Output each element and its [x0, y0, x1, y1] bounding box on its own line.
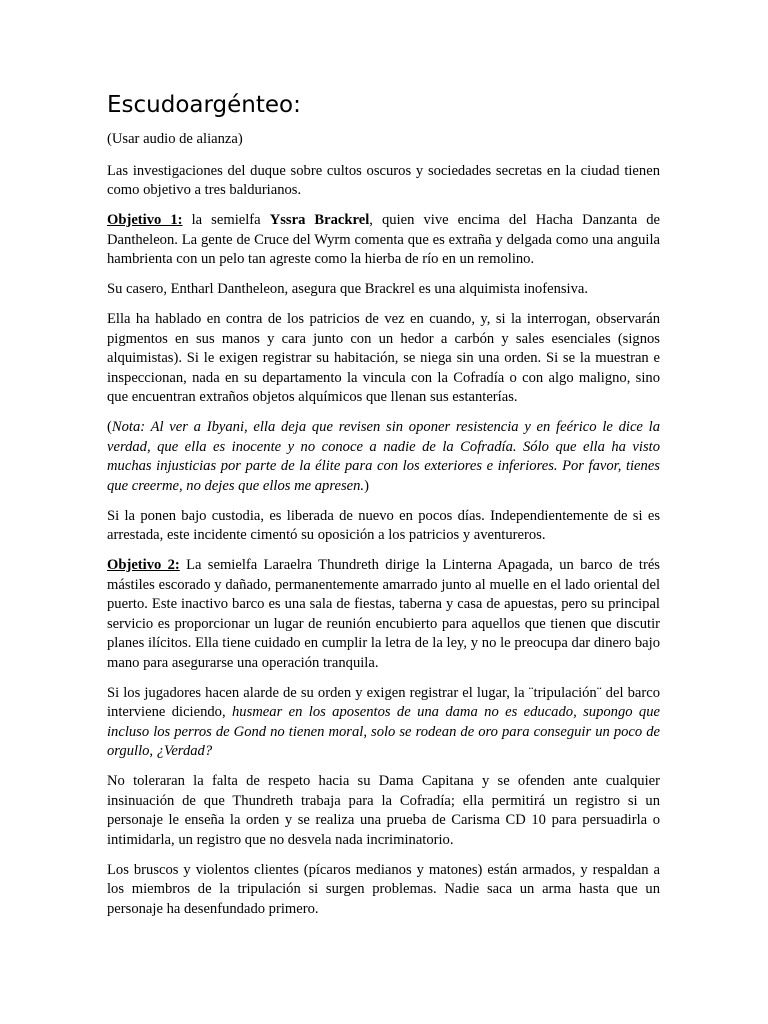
objective-1-name: Yssra Brackrel — [269, 212, 370, 228]
objective-1-label: Objetivo 1: — [107, 212, 183, 228]
ibyani-note-paragraph — [107, 418, 660, 496]
objective-2-text: La semielfa Laraelra Thundreth dirige la Linterna Apagada, un barco de trés mástiles escorado y dañado, permanentemente amarrado junto al muelle en el lado oriental del puerto. Este inactivo barco es una sala de fiestas, taberna y casa de apuestas, pero su principal servicio es proporcionar un lugar de reunión encubierto para aquellos que tienen que discutir planes ilícitos. Ella tiene cuidado en cumplir la letra de la ley, y no le preocupa dar dinero bajo mano para asegurarse una operación tranquila. — [107, 557, 660, 671]
brackrel-paragraph: Ella ha hablado en contra de los patricios de vez en cuando, y, si la interrogan, observarán pigmentos en sus manos y cara junto con un hedor a carbón y sales esenciales (signos alquimistas). Si le exigen registrar su habitación, se niega sin una orden. Si se la muestran e inspeccionan, nada en su departamento la vincula con la Cofradía o con algo maligno, sino que encuentran extraños objetos alquímicos que llenan sus estanterías. — [107, 311, 660, 405]
players-pre: Si los jugadores hacen alarde de su orden y exigen registrar el lugar, la ¨tripulación¨ del barco interviene diciendo, — [107, 684, 660, 720]
note-close: ) — [364, 477, 369, 494]
landlord-paragraph: Su casero, Entharl Dantheleon, asegura que Brackrel es una alquimista inofensiva. — [107, 281, 589, 297]
respect-paragraph: No toleraran la falta de respeto hacia su Dama Capitana y se ofenden ante cualquier insinuación de que Thundreth trabaja para la Cofradía; ella permitirá un registro si un personaje le enseña la orden y se realiza una prueba de Carisma CD 10 para persuadirla o intimidarla, un registro que no desvela nada incriminatorio. — [107, 773, 660, 848]
note-open: ( — [107, 419, 112, 435]
intro-paragraph: Las investigaciones del duque sobre cultos oscuros y sociedades secretas en la ciudad tienen como objetivo a tres baldurianos. — [107, 162, 660, 198]
objective-2-label: Objetivo 2: — [107, 557, 180, 573]
objective-2-paragraph — [107, 556, 660, 673]
objective-1-post: , quien vive encima del Hacha Danzanta de Dantheleon. La gente de Cruce del Wyrm comenta que es extraña y delgada como una anguila hambrienta con un pelo tan agreste como la hierba de río en un remolino. — [107, 212, 661, 267]
objective-1-paragraph — [107, 211, 660, 270]
document-title: Escudoargénteo: — [107, 92, 301, 118]
objective-1-pre: la semielfa — [182, 212, 270, 228]
document-body — [107, 130, 660, 930]
note-text: Nota: Al ver a Ibyani, ella deja que revisen sin oponer resistencia y en feérico le dice la verdad, que ella es inocente y no conoce a nadie de la Cofradía. Sólo que ella ha visto muchas injusticias por parte de la élite para con los exteriores e inferiores. Por favor, tienes que creerme, no dejes que ellos me apresen. — [107, 419, 660, 494]
custody-paragraph: Si la ponen bajo custodia, es liberada de nuevo en pocos días. Independientemente de si es arrestada, este incidente cimentó su oposición a los patricios y aventureros. — [107, 507, 660, 543]
players-search-paragraph — [107, 684, 660, 762]
clients-paragraph: Los bruscos y violentos clientes (pícaros medianos y matones) están armados, y respaldan a los miembros de la tripulación si surgen problemas. Nadie saca un arma hasta que un personaje ha desenfundado primero. — [107, 861, 660, 917]
crew-quote: husmear en los aposentos de una dama no es educado, supongo que incluso los perros de Gond no tienen moral, solo se rodean de oro para conseguir un poco de orgullo, ¿Verdad? — [107, 704, 661, 759]
audio-note: (Usar audio de alianza) — [107, 131, 243, 147]
